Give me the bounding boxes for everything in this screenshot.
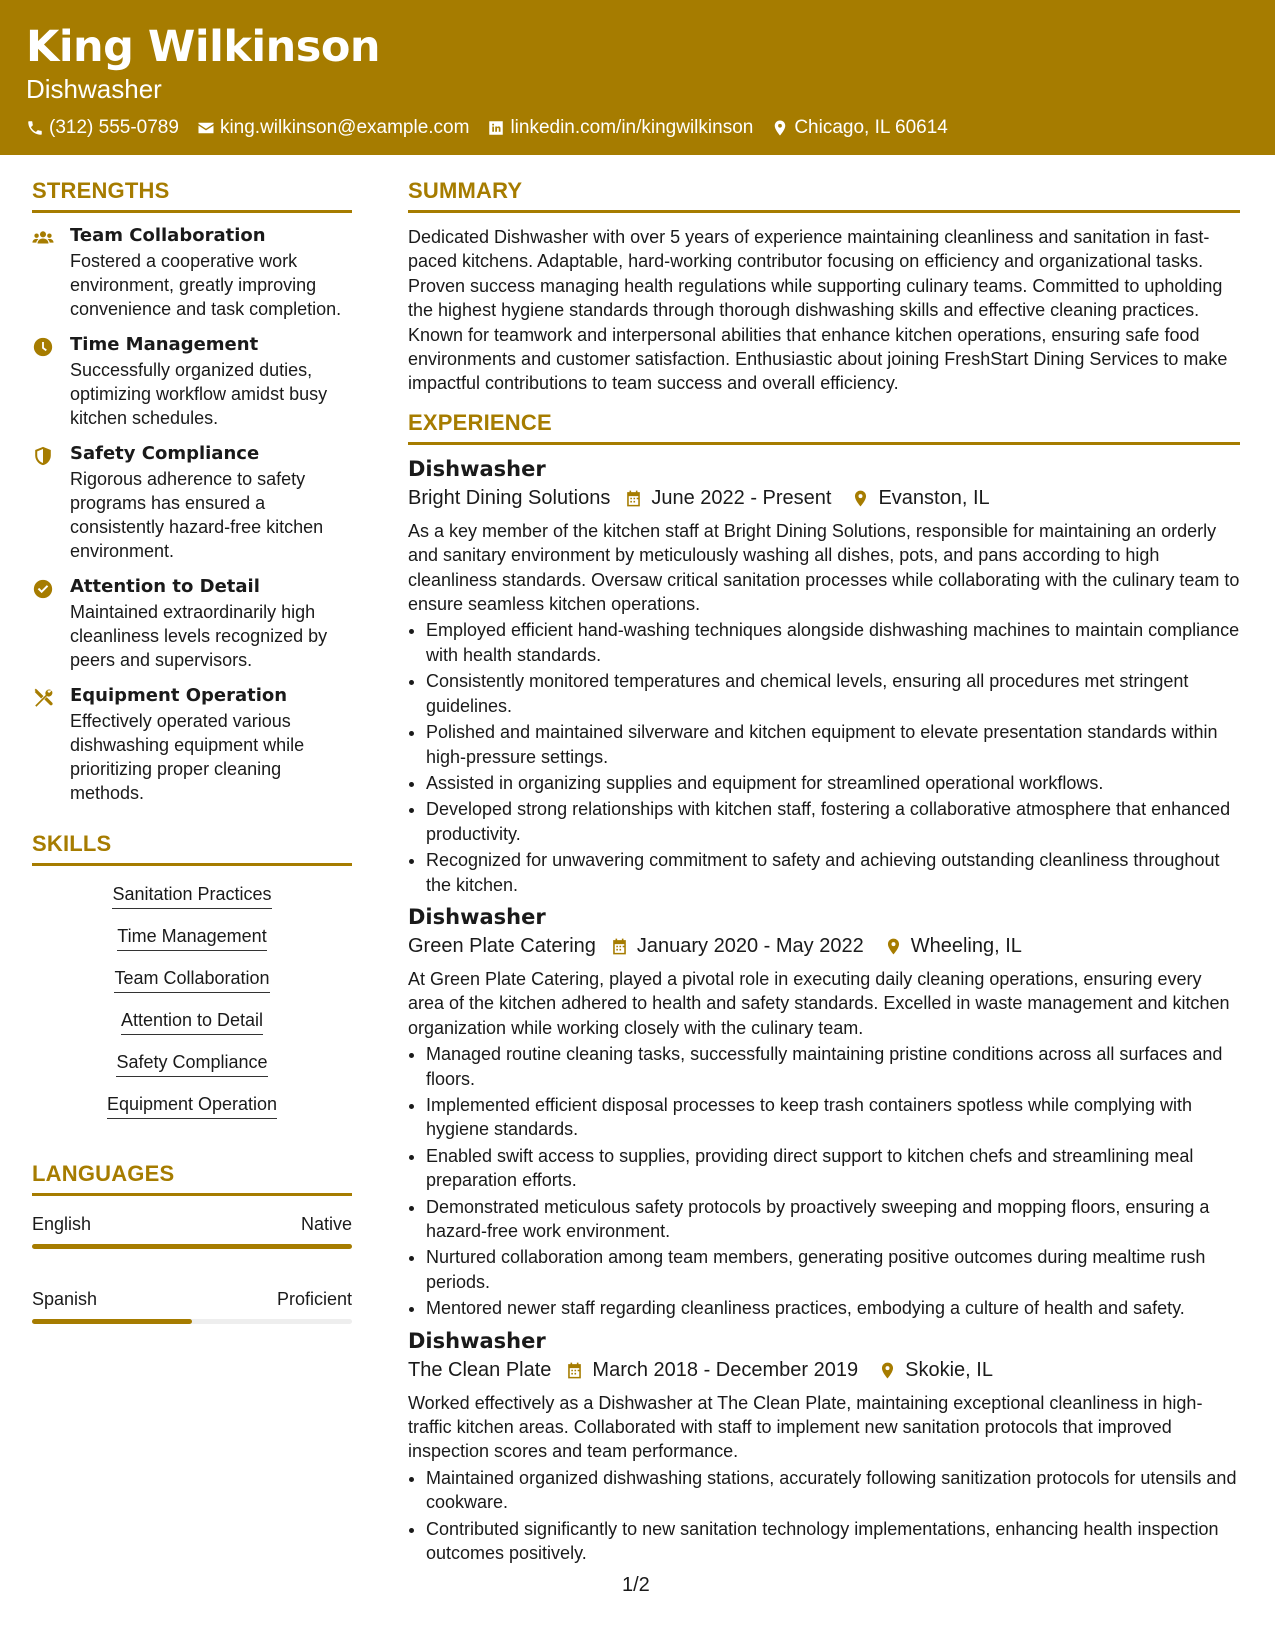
check-circle-icon (32, 578, 54, 600)
experience-heading: EXPERIENCE (408, 410, 1240, 445)
strength-title: Equipment Operation (70, 685, 288, 706)
candidate-name: King Wilkinson (26, 22, 381, 72)
resume-header (0, 0, 1275, 155)
strength-item (32, 685, 352, 805)
bullet-item: • Enabled swift access to supplies, providing direct support to kitchen chefs and streamlining meal preparation efforts. (426, 1144, 1240, 1193)
calendar-icon (624, 489, 643, 508)
linkedin-icon (487, 119, 505, 137)
language-bar-fill (32, 1319, 192, 1324)
bullet-item: • Employed efficient hand-washing techniques alongside dishwashing machines to maintain compliance with health standards. (426, 618, 1240, 667)
right-column (408, 178, 1240, 1573)
job-bullets (408, 618, 1240, 896)
skill-label: Sanitation Practices (112, 884, 271, 909)
language-bar (32, 1319, 352, 1324)
languages-heading: LANGUAGES (32, 1161, 352, 1196)
skill-label: Time Management (117, 926, 266, 951)
job-company: The Clean Plate (408, 1358, 552, 1381)
job-title: Dishwasher (408, 1328, 546, 1353)
contact-bar (26, 117, 948, 139)
strength-title: Safety Compliance (70, 443, 260, 464)
left-column (32, 178, 352, 1364)
phone-text: (312) 555-0789 (49, 117, 179, 138)
skill-label: Equipment Operation (107, 1094, 277, 1119)
strength-desc: Rigorous adherence to safety programs has ensured a consistently hazard-free kitchen environment. (70, 469, 324, 561)
bullet-item: • Demonstrated meticulous safety protocols by proactively sweeping and mopping floors, ensuring a hazard-free work environment. (426, 1195, 1240, 1244)
skill-label: Safety Compliance (116, 1052, 267, 1077)
job-meta (408, 935, 1240, 958)
job-location: Skokie, IL (905, 1358, 993, 1381)
job-meta (408, 487, 1240, 510)
skill-label: Attention to Detail (121, 1010, 263, 1035)
experience-entry (408, 1329, 1240, 1566)
job-meta (408, 1359, 1240, 1382)
email-text[interactable]: king.wilkinson@example.com (219, 117, 470, 138)
job-description: At Green Plate Catering, played a pivotal role in executing daily cleaning operations, ensuring every area of the kitchen adhered to health and safety standards. Excelled in waste management and kitchen organization while working closely with the culinary team. (408, 968, 1230, 1038)
strength-item (32, 225, 352, 321)
map-pin-icon (884, 937, 903, 956)
strength-desc: Successfully organized duties, optimizing workflow amidst busy kitchen schedules. (70, 360, 328, 428)
job-dates: March 2018 - December 2019 (592, 1358, 859, 1381)
languages-list (32, 1214, 352, 1324)
strength-desc: Fostered a cooperative work environment, greatly improving convenience and task completion. (70, 251, 342, 319)
job-bullets (408, 1466, 1240, 1566)
envelope-icon (197, 119, 215, 137)
bullet-item: • Polished and maintained silverware and kitchen equipment to elevate presentation standards within high-pressure settings. (426, 720, 1240, 769)
summary-heading: SUMMARY (408, 178, 1240, 213)
language-name: Spanish (32, 1289, 98, 1309)
strength-item (32, 334, 352, 430)
language-row (32, 1289, 352, 1310)
language-row (32, 1214, 352, 1235)
bullet-item: • Maintained organized dishwashing stations, accurately following sanitization protocols for utensils and cookware. (426, 1466, 1240, 1515)
strength-item (32, 576, 352, 672)
strength-title: Team Collaboration (70, 225, 266, 246)
strength-item (32, 443, 352, 563)
map-pin-icon (878, 1361, 897, 1380)
calendar-icon (565, 1361, 584, 1380)
strength-title: Time Management (70, 334, 259, 355)
clock-icon (32, 336, 54, 358)
job-company: Green Plate Catering (408, 934, 596, 957)
language-bar (32, 1244, 352, 1249)
shield-icon (32, 445, 54, 467)
job-bullets (408, 1042, 1240, 1320)
skill-label: Team Collaboration (114, 968, 269, 993)
language-name: English (32, 1214, 92, 1234)
bullet-item: • Developed strong relationships with kitchen staff, fostering a collaborative atmosphere that enhanced productivity. (426, 797, 1240, 846)
language-level: Native (300, 1214, 352, 1234)
job-location: Evanston, IL (878, 486, 990, 509)
contact-location (771, 117, 948, 139)
bullet-item: • Managed routine cleaning tasks, successfully maintaining pristine conditions across all surfaces and floors. (426, 1042, 1240, 1091)
job-dates: June 2022 - Present (651, 486, 832, 509)
job-company: Bright Dining Solutions (408, 486, 611, 509)
skills-list (32, 884, 352, 1119)
strength-desc: Effectively operated various dishwashing equipment while prioritizing proper cleaning methods. (70, 711, 305, 803)
bullet-item: • Nurtured collaboration among team members, generating positive outcomes during mealtime rush periods. (426, 1245, 1240, 1294)
users-icon (32, 227, 54, 249)
skill-item (32, 1010, 352, 1035)
bullet-item: • Contributed significantly to new sanitation technology implementations, enhancing health inspection outcomes positively. (426, 1517, 1240, 1566)
skills-heading: SKILLS (32, 831, 352, 866)
bullet-item: • Recognized for unwavering commitment to safety and achieving outstanding cleanliness throughout the kitchen. (426, 848, 1240, 897)
strength-desc: Maintained extraordinarily high cleanliness levels recognized by peers and supervisors. (70, 602, 328, 670)
bullet-item: • Assisted in organizing supplies and equipment for streamlined operational workflows. (426, 771, 1240, 795)
map-pin-icon (771, 119, 789, 137)
skill-item (32, 1094, 352, 1119)
strength-title: Attention to Detail (70, 576, 260, 597)
contact-linkedin[interactable] (487, 117, 753, 139)
bullet-item: • Mentored newer staff regarding cleanliness practices, embodying a culture of health and safety. (426, 1296, 1240, 1320)
experience-entry (408, 457, 1240, 897)
language-bar-fill (32, 1244, 352, 1249)
calendar-icon (610, 937, 629, 956)
phone-icon (26, 119, 44, 137)
linkedin-text[interactable]: linkedin.com/in/kingwilkinson (510, 117, 754, 138)
map-pin-icon (851, 489, 870, 508)
skill-item (32, 884, 352, 909)
page-number: 1/2 (622, 1574, 650, 1596)
job-description: As a key member of the kitchen staff at Bright Dining Solutions, responsible for maintaining an orderly and sanitary environment by meticulously washing all dishes, pots, and pans according to high cleanliness standards. Oversaw critical sanitation processes while collaborating with the culinary team to ensure seamless kitchen operations. (408, 520, 1240, 615)
summary-text: Dedicated Dishwasher with over 5 years of experience maintaining cleanliness and sanitation in fast-paced kitchens. Adaptable, hard-working contributor focusing on efficiency and organizational tasks. Proven success managing health regulations while supporting culinary teams. Committed to upholding the highest hygiene standards through thorough dishwashing skills and effective cleaning practices. Known for teamwork and interpersonal abilities that enhance kitchen operations, ensuring safe food environments and customer satisfaction. Enthusiastic about joining FreshStart Dining Services to make impactful contributions to team success and overall efficiency. (408, 227, 1228, 394)
language-level: Proficient (276, 1289, 352, 1309)
skill-item (32, 968, 352, 993)
location-text: Chicago, IL 60614 (794, 117, 948, 138)
job-title: Dishwasher (408, 904, 546, 929)
candidate-role: Dishwasher (26, 74, 162, 104)
contact-email[interactable] (197, 117, 470, 139)
job-dates: January 2020 - May 2022 (636, 934, 864, 957)
bullet-item: • Consistently monitored temperatures and chemical levels, ensuring all procedures met stringent guidelines. (426, 669, 1240, 718)
job-title: Dishwasher (408, 456, 546, 481)
skill-item (32, 1052, 352, 1077)
job-location: Wheeling, IL (910, 934, 1022, 957)
strengths-heading: STRENGTHS (32, 178, 352, 213)
bullet-item: • Implemented efficient disposal processes to keep trash containers spotless while complying with hygiene standards. (426, 1093, 1240, 1142)
experience-entry (408, 905, 1240, 1321)
job-description: Worked effectively as a Dishwasher at The Clean Plate, maintaining exceptional cleanliness in high-traffic kitchen areas. Collaborated with staff to implement new sanitation protocols that improved inspection scores and team performance. (408, 1392, 1203, 1462)
skill-item (32, 926, 352, 951)
tools-icon (32, 687, 54, 709)
contact-phone (26, 117, 179, 139)
